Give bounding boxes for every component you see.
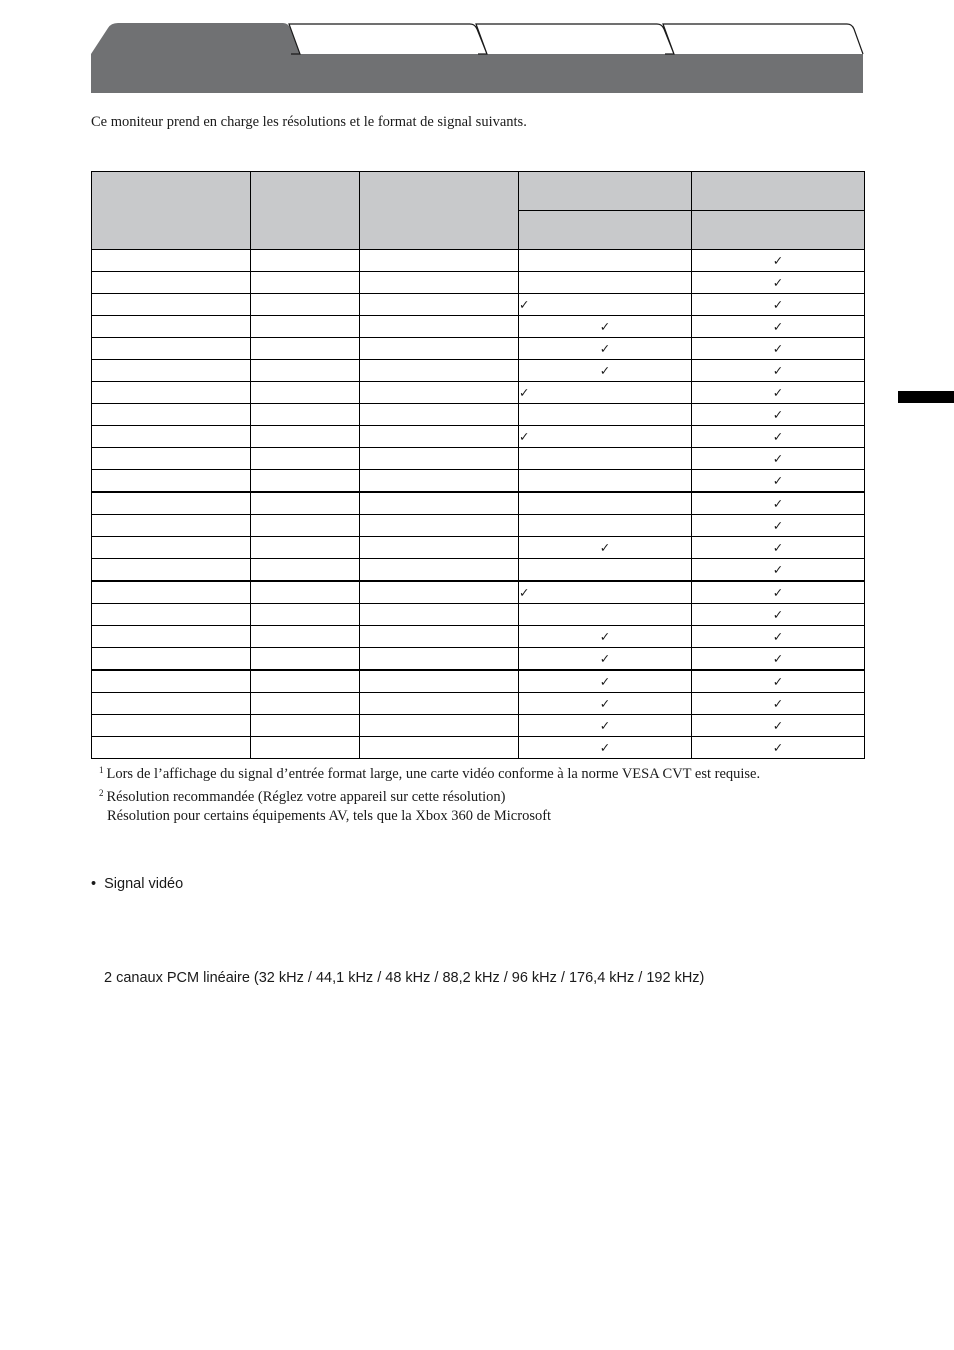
table-cell	[360, 338, 519, 360]
check-cell-col4	[519, 404, 692, 426]
table-cell	[360, 360, 519, 382]
table-cell	[360, 626, 519, 648]
table-cell	[360, 250, 519, 272]
check-cell-col5: ✓	[692, 470, 865, 493]
check-cell-col5: ✓	[692, 448, 865, 470]
table-cell	[360, 382, 519, 404]
table-cell	[360, 648, 519, 671]
table-row	[92, 404, 865, 426]
table-cell	[251, 737, 360, 759]
table-row	[92, 294, 865, 316]
table-body	[92, 250, 865, 759]
check-cell-col4	[519, 604, 692, 626]
bullet: •	[91, 876, 97, 892]
check-cell-col5: ✓	[692, 272, 865, 294]
table-row	[92, 470, 865, 493]
table-cell	[92, 537, 251, 559]
video-signal-line	[91, 876, 183, 892]
header-cell-3	[360, 172, 519, 250]
table-cell	[92, 294, 251, 316]
table-cell	[92, 250, 251, 272]
table-cell	[251, 581, 360, 604]
table-cell	[92, 737, 251, 759]
check-cell-col4: ✓	[519, 581, 692, 604]
check-cell-col5: ✓	[692, 581, 865, 604]
tab-4[interactable]	[663, 24, 863, 54]
table-row	[92, 448, 865, 470]
table-cell	[92, 559, 251, 582]
tab-1[interactable]	[91, 23, 300, 54]
check-cell-col4: ✓	[519, 715, 692, 737]
check-cell-col4	[519, 515, 692, 537]
footnote-2-text: Résolution recommandée (Réglez votre appareil sur cette résolution)	[106, 789, 506, 805]
header-cell-5	[692, 172, 865, 211]
table-cell	[251, 470, 360, 493]
table-row	[92, 559, 865, 582]
table-cell	[251, 604, 360, 626]
table-cell	[92, 715, 251, 737]
footnote-1	[99, 761, 879, 784]
table-cell	[251, 648, 360, 671]
check-cell-col4	[519, 492, 692, 515]
resolution-table	[91, 171, 865, 759]
table-row	[92, 670, 865, 693]
table-cell	[92, 515, 251, 537]
table-cell	[92, 581, 251, 604]
table-cell	[92, 404, 251, 426]
table-cell	[360, 715, 519, 737]
check-cell-col4	[519, 470, 692, 493]
table-row	[92, 360, 865, 382]
table-cell	[251, 715, 360, 737]
check-cell-col5: ✓	[692, 404, 865, 426]
check-cell-col4: ✓	[519, 426, 692, 448]
check-cell-col5: ✓	[692, 338, 865, 360]
table-cell	[360, 316, 519, 338]
check-cell-col4: ✓	[519, 294, 692, 316]
check-cell-col4: ✓	[519, 316, 692, 338]
section-marker	[898, 391, 954, 403]
table-cell	[360, 693, 519, 715]
table-cell	[92, 316, 251, 338]
table-cell	[92, 648, 251, 671]
table-cell	[360, 604, 519, 626]
table-cell	[360, 737, 519, 759]
footnotes	[99, 761, 879, 826]
table-cell	[92, 626, 251, 648]
audio-format-line: 2 canaux PCM linéaire (32 kHz / 44,1 kHz / 48 kHz / 88,2 kHz / 96 kHz / 176,4 kHz / 192 kHz)	[104, 970, 705, 986]
table-cell	[360, 404, 519, 426]
video-signal-label: Signal vidéo	[104, 876, 184, 892]
table-cell	[360, 670, 519, 693]
table-cell	[251, 670, 360, 693]
table-row	[92, 272, 865, 294]
table-cell	[251, 626, 360, 648]
table-row	[92, 715, 865, 737]
header-subcell-5	[692, 211, 865, 250]
table-row	[92, 693, 865, 715]
check-cell-col4: ✓	[519, 360, 692, 382]
table-row	[92, 648, 865, 671]
table-cell	[251, 404, 360, 426]
table-row	[92, 737, 865, 759]
check-cell-col5: ✓	[692, 559, 865, 582]
table-cell	[360, 426, 519, 448]
table-cell	[360, 294, 519, 316]
check-cell-col5: ✓	[692, 693, 865, 715]
table-cell	[92, 693, 251, 715]
header-tabs	[0, 0, 954, 100]
footnote-2	[99, 784, 879, 807]
table-row	[92, 626, 865, 648]
table-cell	[92, 470, 251, 493]
table-cell	[360, 559, 519, 582]
tab-3[interactable]	[476, 24, 674, 54]
check-cell-col5: ✓	[692, 626, 865, 648]
check-cell-col4: ✓	[519, 693, 692, 715]
intro-text: Ce moniteur prend en charge les résolutions et le format de signal suivants.	[91, 114, 527, 130]
table-cell	[360, 272, 519, 294]
check-cell-col5: ✓	[692, 250, 865, 272]
table-cell	[92, 360, 251, 382]
header-cell-4	[519, 172, 692, 211]
table-cell	[92, 448, 251, 470]
table-cell	[360, 470, 519, 493]
table-cell	[251, 515, 360, 537]
table-cell	[251, 559, 360, 582]
check-cell-col5: ✓	[692, 382, 865, 404]
table-row	[92, 338, 865, 360]
check-cell-col4	[519, 559, 692, 582]
check-cell-col5: ✓	[692, 515, 865, 537]
table-row	[92, 604, 865, 626]
table-cell	[360, 581, 519, 604]
table-row	[92, 250, 865, 272]
table-row	[92, 316, 865, 338]
table-row	[92, 492, 865, 515]
check-cell-col5: ✓	[692, 648, 865, 671]
header-cell-2	[251, 172, 360, 250]
check-cell-col4	[519, 250, 692, 272]
check-cell-col4: ✓	[519, 338, 692, 360]
table-cell	[251, 316, 360, 338]
check-cell-col4: ✓	[519, 626, 692, 648]
table-cell	[92, 426, 251, 448]
table-cell	[251, 448, 360, 470]
table-row	[92, 537, 865, 559]
check-cell-col5: ✓	[692, 360, 865, 382]
table-cell	[360, 537, 519, 559]
table-cell	[251, 294, 360, 316]
check-cell-col5: ✓	[692, 737, 865, 759]
table-cell	[251, 537, 360, 559]
table-cell	[251, 250, 360, 272]
table-cell	[360, 515, 519, 537]
tab-2[interactable]	[289, 24, 487, 54]
table-cell	[251, 426, 360, 448]
header-subcell-4	[519, 211, 692, 250]
footnote-2-marker: 2	[99, 788, 104, 798]
table-cell	[251, 382, 360, 404]
table-cell	[251, 693, 360, 715]
check-cell-col5: ✓	[692, 426, 865, 448]
check-cell-col5: ✓	[692, 492, 865, 515]
check-cell-col5: ✓	[692, 604, 865, 626]
check-cell-col5: ✓	[692, 670, 865, 693]
check-cell-col5: ✓	[692, 715, 865, 737]
header-bar	[91, 54, 863, 93]
table-row	[92, 382, 865, 404]
table-cell	[92, 338, 251, 360]
check-cell-col5: ✓	[692, 537, 865, 559]
header-cell-resolution	[92, 172, 251, 250]
table-cell	[360, 492, 519, 515]
table-row	[92, 426, 865, 448]
footnote-3: Résolution pour certains équipements AV, tels que la Xbox 360 de Microsoft	[107, 808, 552, 824]
check-cell-col4: ✓	[519, 670, 692, 693]
footnote-1-marker: 1	[99, 765, 104, 775]
table-row	[92, 581, 865, 604]
check-cell-col4: ✓	[519, 537, 692, 559]
check-cell-col4: ✓	[519, 382, 692, 404]
check-cell-col5: ✓	[692, 294, 865, 316]
footnote-1-text: Lors de l’affichage du signal d’entrée format large, une carte vidéo conforme à la norme VESA CVT est requise.	[106, 766, 761, 782]
table-cell	[92, 382, 251, 404]
check-cell-col5: ✓	[692, 316, 865, 338]
table-cell	[360, 448, 519, 470]
table-cell	[251, 338, 360, 360]
table-cell	[92, 604, 251, 626]
check-cell-col4	[519, 448, 692, 470]
check-cell-col4: ✓	[519, 648, 692, 671]
table-row	[92, 515, 865, 537]
table-cell	[251, 272, 360, 294]
table-cell	[92, 492, 251, 515]
table-cell	[251, 360, 360, 382]
check-cell-col4	[519, 272, 692, 294]
table-cell	[92, 670, 251, 693]
table-cell	[251, 492, 360, 515]
check-cell-col4: ✓	[519, 737, 692, 759]
table-cell	[92, 272, 251, 294]
